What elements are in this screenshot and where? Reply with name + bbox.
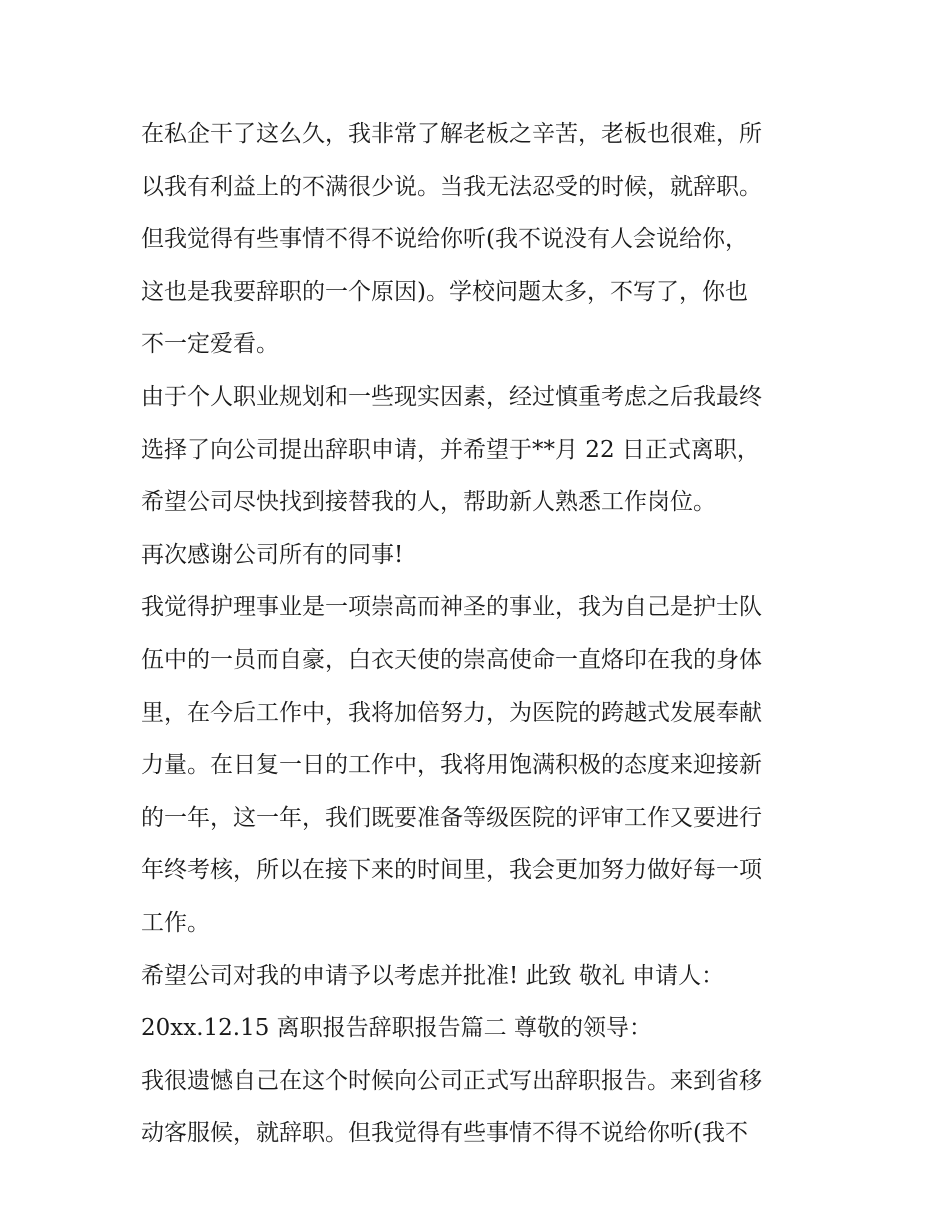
text-line: 伍中的一员而自豪，白衣天使的崇高使命一直烙印在我的身体 — [141, 646, 762, 673]
text-line: 由于个人职业规划和一些现实因素，经过慎重考虑之后我最终 — [141, 383, 762, 410]
text-line: 选择了向公司提出辞职申请，并希望于**月 22 日正式离职， — [141, 436, 760, 463]
text-line: 动客服候，就辞职。但我觉得有些事情不得不说给你听(我不 — [141, 1120, 748, 1147]
text-line: 工作。 — [141, 909, 210, 936]
text-line: 20xx.12.15 离职报告辞职报告篇二 尊敬的领导： — [141, 1015, 652, 1042]
text-line: 这也是我要辞职的一个原因)。学校问题太多，不写了，你也 — [141, 278, 748, 305]
text-line: 但我觉得有些事情不得不说给你听(我不说没有人会说给你， — [141, 226, 748, 253]
text-line: 不一定爱看。 — [141, 331, 279, 358]
text-line: 力量。在日复一日的工作中，我将用饱满积极的态度来迎接新 — [141, 752, 762, 779]
text-line: 里，在今后工作中，我将加倍努力，为医院的跨越式发展奉献 — [141, 699, 762, 726]
text-line: 希望公司对我的申请予以考虑并批准! 此致 敬礼 申请人： — [141, 962, 725, 989]
document-body — [141, 108, 821, 1160]
text-line: 希望公司尽快找到接替我的人，帮助新人熟悉工作岗位。 — [141, 489, 716, 516]
text-line: 再次感谢公司所有的同事! — [141, 541, 404, 568]
text-line: 年终考核，所以在接下来的时间里，我会更加努力做好每一项 — [141, 857, 762, 884]
text-line: 我很遗憾自己在这个时候向公司正式写出辞职报告。来到省移 — [141, 1067, 762, 1094]
text-line: 的一年，这一年，我们既要准备等级医院的评审工作又要进行 — [141, 804, 762, 831]
text-line: 以我有利益上的不满很少说。当我无法忍受的时候，就辞职。 — [141, 173, 762, 200]
text-line: 在私企干了这么久，我非常了解老板之辛苦，老板也很难，所 — [141, 121, 762, 147]
text-line: 我觉得护理事业是一项崇高而神圣的事业，我为自己是护士队 — [141, 594, 762, 621]
